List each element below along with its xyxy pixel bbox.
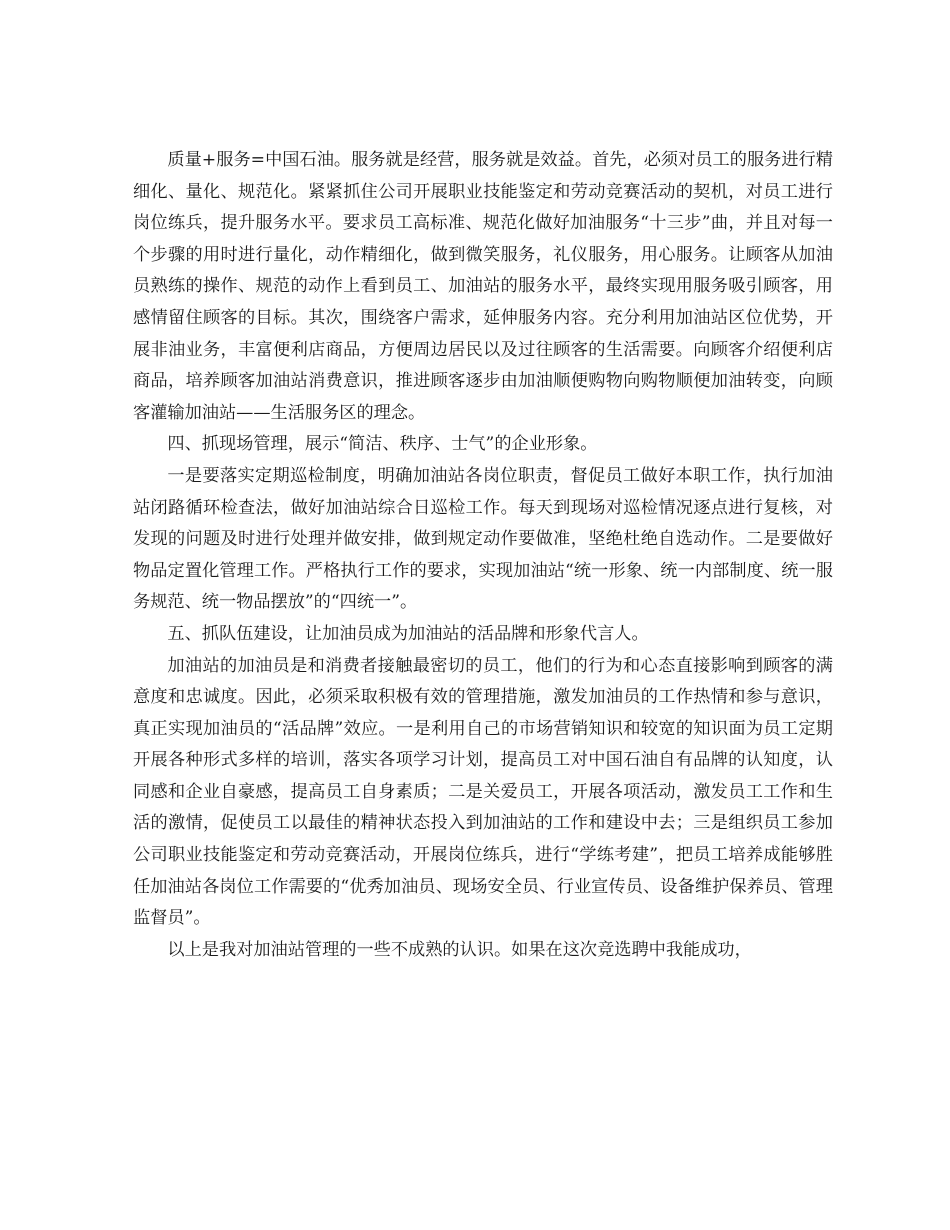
paragraph-staff-brand: 加油站的加油员是和消费者接触最密切的员工，他们的行为和心态直接影响到顾客的满意度和忠诚度。因此，必须采取积极有效的管理措施，激发加油员的工作热情和参与意识，真正实现加油员的“活品牌”效应。一是利用自己的市场营销知识和较宽的知识面为员工定期开展各种形式多样的培训，落实各项学习计划，提高员工对中国石油自有品牌的认知度，认同感和企业自豪感，提高员工自身素质；二是关爱员工，开展各项活动，激发员工工作和生活的激情，促使员工以最佳的精神状态投入到加油站的工作和建设中去；三是组织员工参加公司职业技能鉴定和劳动竞赛活动，开展岗位练兵，进行“学练考建”，把员工培养成能够胜任加油站各岗位工作需要的“优秀加油员、现场安全员、行业宣传员、设备维护保养员、管理监督员”。 — [133, 655, 833, 929]
section-heading-site-management: 四、抓现场管理，展示“简洁、秩序、士气”的企业形象。 — [167, 434, 598, 455]
document-body — [133, 145, 833, 966]
paragraph-conclusion: 以上是我对加油站管理的一些不成熟的认识。如果在这次竞选聘中我能成功， — [167, 939, 752, 960]
paragraph-service-quality: 质量+服务=中国石油。服务就是经营，服务就是效益。首先，必须对员工的服务进行精细化、量化、规范化。紧紧抓住公司开展职业技能鉴定和劳动竞赛活动的契机，对员工进行岗位练兵，提升服务水平。要求员工高标准、规范化做好加油服务“十三步”曲，并且对每一个步骤的用时进行量化，动作精细化，做到微笑服务，礼仪服务，用心服务。让顾客从加油员熟练的操作、规范的动作上看到员工、加油站的服务水平，最终实现用服务吸引顾客，用感情留住顾客的目标。其次，围绕客户需求，延伸服务内容。充分利用加油站区位优势，开展非油业务，丰富便利店商品，方便周边居民以及过往顾客的生活需要。向顾客介绍便利店商品，培养顾客加油站消费意识，推进顾客逐步由加油顺便购物向购物顺便加油转变，向顾客灌输加油站——生活服务区的理念。 — [133, 150, 833, 423]
section-heading-team-building: 五、抓队伍建设，让加油员成为加油站的活品牌和形象代言人。 — [167, 623, 649, 644]
paragraph-inspection-system: 一是要落实定期巡检制度，明确加油站各岗位职责，督促员工做好本职工作，执行加油站闭路循环检查法，做好加油站综合日巡检工作。每天到现场对巡检情况逐点进行复核，对发现的问题及时进行处理并做安排，做到规定动作要做准，坚绝杜绝自选动作。二是要做好物品定置化管理工作。严格执行工作的要求，实现加油站“统一形象、统一内部制度、统一服务规范、统一物品摆放”的“四统一”。 — [133, 465, 833, 613]
